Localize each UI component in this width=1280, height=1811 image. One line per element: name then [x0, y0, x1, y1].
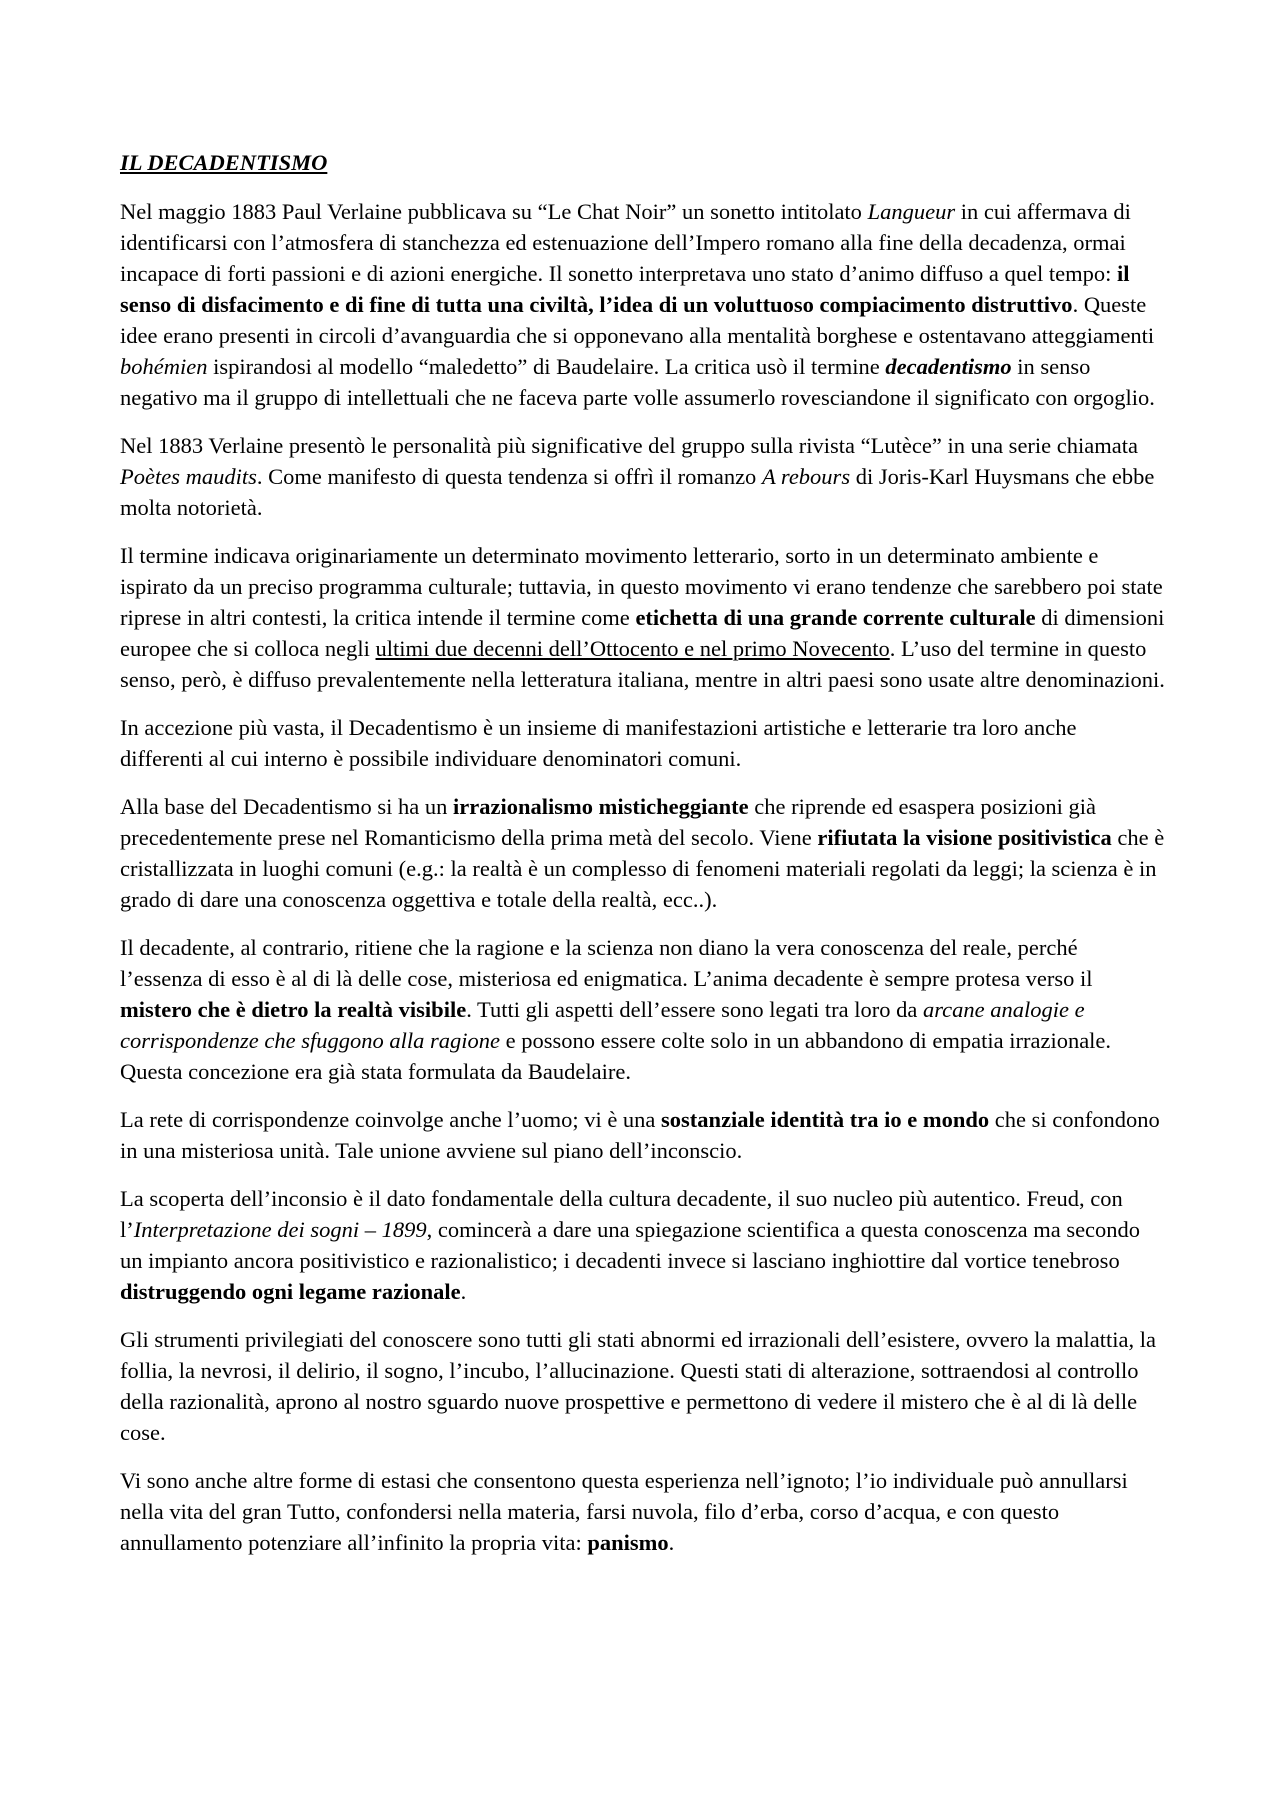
text-run: che si confondono in una misteriosa unità. Tale unione avviene sul piano dell’inconscio.: [120, 1107, 1160, 1163]
text-run: Gli strumenti privilegiati del conoscere sono tutti gli stati abnormi ed irrazionali dell’esistere, ovvero la malattia, la follia, la nevrosi, il delirio, il sogno, l’incubo, l’allucinazione. Questi stati di alterazione, sottraendosi al controllo della razionalità, aprono al nostro sguardo nuove prospettive e permettono di vedere il mistero che è al di là delle cose.: [120, 1327, 1156, 1445]
text-run: Alla base del Decadentismo si ha un: [120, 794, 454, 819]
bold-text-run: mistero che è dietro la realtà visibile: [120, 997, 467, 1022]
text-run: . Queste idee erano presenti in circoli d’avanguardia che si opponevano alla mentalità borghese e ostentavano atteggiamenti: [120, 292, 1155, 348]
bold-text-run: il senso di disfacimento e di fine di tutta una civiltà, l’idea di un voluttuoso compiacimento distruttivo: [120, 261, 1130, 317]
text-run: in cui affermava di identificarsi con l’atmosfera di stanchezza ed estenuazione dell’Impero romano alla fine della decadenza, ormai incapace di forti passioni e di azioni energiche. Il sonetto interpretava uno stato d’animo diffuso a quel tempo:: [120, 199, 1131, 286]
italic-text-run: Interpretazione dei sogni – 1899: [133, 1217, 427, 1242]
text-run: , comincerà a dare una spiegazione scientifica a questa conoscenza ma secondo un impianto ancora positivistico e razionalistico; i decadenti invece si lasciano inghiottire dal vortice tenebroso: [120, 1217, 1141, 1273]
italic-text-run: A rebours: [761, 464, 851, 489]
text-run: in senso negativo ma il gruppo di intellettuali che ne faceva parte volle assumerlo rovesciandone il significato con orgoglio.: [120, 354, 1155, 410]
bold-text-run: panismo: [587, 1530, 669, 1555]
text-run: . L’uso del termine in questo senso, però, è diffuso prevalentemente nella letteratura italiana, mentre in altri paesi sono usate altre denominazioni.: [120, 636, 1165, 692]
document-title: IL DECADENTISMO: [120, 150, 328, 175]
text-run: che riprende ed esaspera posizioni già precedentemente prese nel Romanticismo della prima metà del secolo. Viene: [120, 794, 1096, 850]
text-run: che è cristallizzata in luoghi comuni (e.g.: la realtà è un complesso di fenomeni materiali regolati da leggi; la scienza è in grado di dare una conoscenza oggettiva e totale della realtà, ecc..).: [120, 825, 1165, 912]
bold-text-run: decadentismo: [885, 354, 1012, 379]
paragraph-5: [120, 791, 1165, 915]
paragraph-10: [120, 1465, 1165, 1558]
paragraph-8: [120, 1183, 1165, 1307]
bold-text-run: irrazionalismo misticheggiante: [453, 794, 749, 819]
bold-text-run: etichetta di una grande corrente culturale: [635, 605, 1036, 630]
text-run: La scoperta dell’inconsio è il dato fondamentale della cultura decadente, il suo nucleo più autentico. Freud, con l’: [120, 1186, 1123, 1242]
text-run: Vi sono anche altre forme di estasi che consentono questa esperienza nell’ignoto; l’io individuale può annullarsi nella vita del gran Tutto, confondersi nella materia, farsi nuvola, filo d’erba, corso d’acqua, e con questo annullamento potenziare all’infinito la propria vita:: [120, 1468, 1128, 1555]
text-run: e possono essere colte solo in un abbandono di empatia irrazionale. Questa concezione era già stata formulata da Baudelaire.: [120, 1028, 1112, 1084]
text-run: ispirandosi al modello “maledetto” di Baudelaire. La critica usò il termine: [207, 354, 886, 379]
italic-text-run: bohémien: [120, 354, 208, 379]
text-run: .: [668, 1530, 675, 1555]
paragraph-3: [120, 540, 1165, 695]
paragraph-1: [120, 196, 1165, 413]
text-run: di Joris-Karl Huysmans che ebbe molta notorietà.: [120, 464, 1155, 520]
text-run: Il termine indicava originariamente un determinato movimento letterario, sorto in un determinato ambiente e ispirato da un preciso programma culturale; tuttavia, in questo movimento vi erano tendenze che sarebbero poi state riprese in altri contesti, la critica intende il termine come: [120, 543, 1163, 630]
underlined-text-run: ultimi due decenni dell’Ottocento e nel primo Novecento: [375, 636, 890, 661]
italic-text-run: arcane analogie e corrispondenze che sfuggono alla ragione: [120, 997, 1085, 1053]
paragraph-9: [120, 1324, 1165, 1448]
text-run: Nel maggio 1883 Paul Verlaine pubblicava su “Le Chat Noir” un sonetto intitolato: [120, 199, 868, 224]
bold-text-run: rifiutata la visione positivistica: [817, 825, 1112, 850]
italic-text-run: Langueur: [867, 199, 956, 224]
paragraph-7: [120, 1104, 1165, 1166]
bold-text-run: distruggendo ogni legame razionale: [120, 1279, 461, 1304]
text-run: In accezione più vasta, il Decadentismo è un insieme di manifestazioni artistiche e letterarie tra loro anche differenti al cui interno è possibile individuare denominatori comuni.: [120, 715, 1077, 771]
paragraph-4: [120, 712, 1165, 774]
text-run: . Tutti gli aspetti dell’essere sono legati tra loro da: [466, 997, 923, 1022]
paragraph-2: [120, 430, 1165, 523]
document-body: [120, 148, 1165, 1575]
italic-text-run: Poètes maudits: [120, 464, 257, 489]
bold-text-run: sostanziale identità tra io e mondo: [661, 1107, 990, 1132]
text-run: La rete di corrispondenze coinvolge anche l’uomo; vi è una: [120, 1107, 662, 1132]
text-run: Il decadente, al contrario, ritiene che la ragione e la scienza non diano la vera conoscenza del reale, perché l’essenza di esso è al di là delle cose, misteriosa ed enigmatica. L’anima decadente è sempre protesa verso il: [120, 935, 1093, 991]
paragraph-list: [120, 196, 1165, 1558]
paragraph-6: [120, 932, 1165, 1087]
text-run: . Come manifesto di questa tendenza si offrì il romanzo: [256, 464, 762, 489]
text-run: .: [460, 1279, 467, 1304]
text-run: di dimensioni europee che si colloca negli: [120, 605, 1165, 661]
text-run: Nel 1883 Verlaine presentò le personalità più significative del gruppo sulla rivista “Lutèce” in una serie chiamata: [120, 433, 1138, 458]
